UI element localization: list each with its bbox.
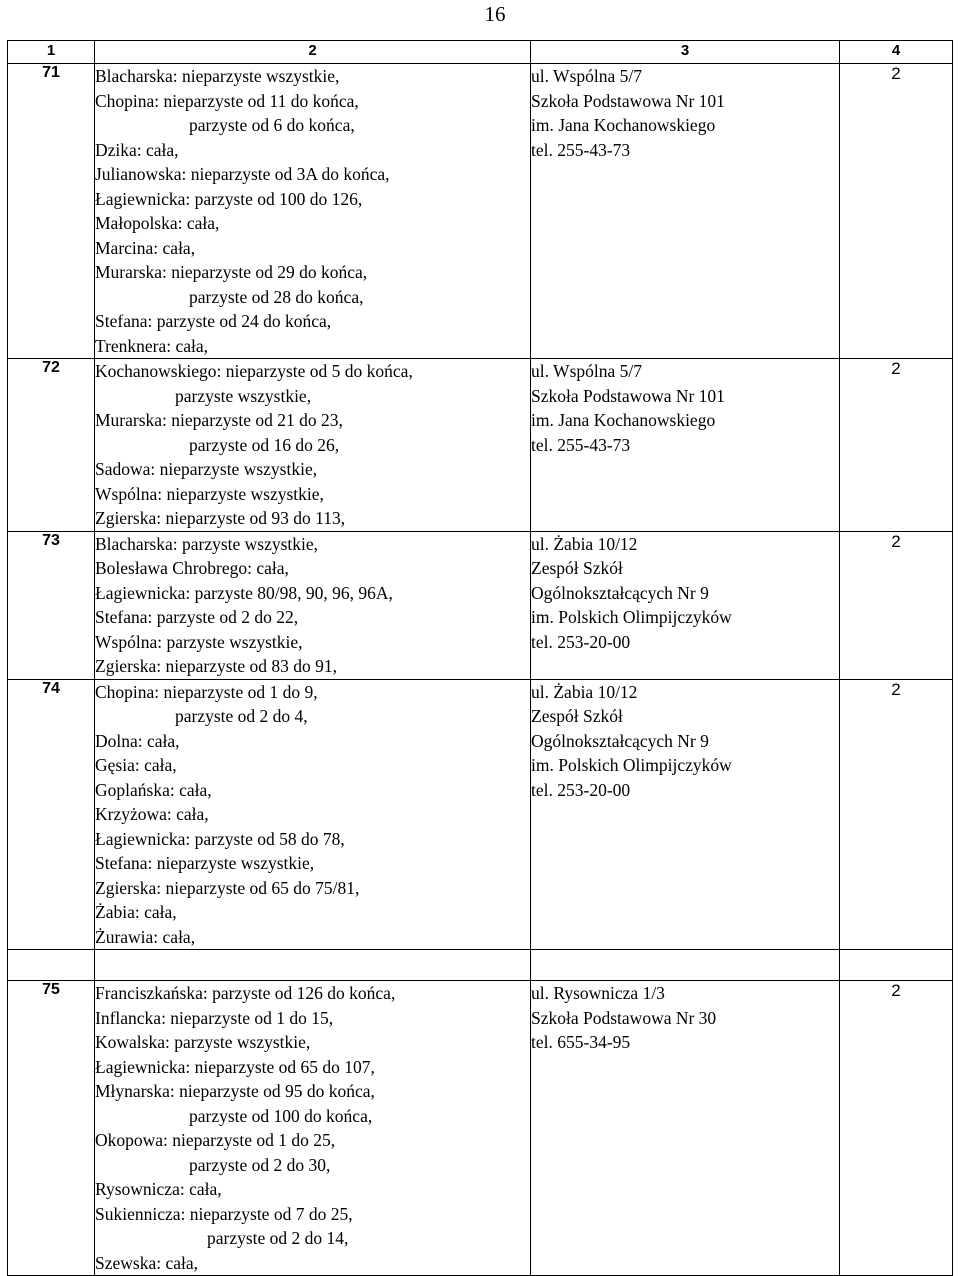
- street-line: parzyste wszystkie,: [175, 385, 312, 406]
- street-line: Chopina: nieparzyste od 11 do końca,: [95, 90, 359, 111]
- empty-cell: [8, 950, 95, 981]
- street-line: Żurawia: cała,: [95, 926, 196, 947]
- table-row: [8, 531, 953, 679]
- street-line: Małopolska: cała,: [95, 213, 220, 233]
- street-line: Goplańska: cała,: [95, 779, 212, 800]
- empty-cell: [531, 950, 840, 981]
- count-cell: 2: [840, 981, 953, 1276]
- street-line: Wspólna: nieparzyste wszystkie,: [95, 483, 324, 504]
- street-line: Stefana: parzyste od 24 do końca,: [95, 311, 332, 331]
- school-line: im. Polskich Olimpijczyków: [531, 755, 732, 775]
- street-line: Wspólna: parzyste wszystkie,: [95, 631, 303, 652]
- school-line: im. Jana Kochanowskiego: [531, 410, 716, 430]
- street-line: Murarska: nieparzyste od 21 do 23,: [95, 410, 343, 430]
- street-line: Sukiennicza: nieparzyste od 7 do 25,: [95, 1203, 353, 1224]
- street-line: Rysownicza: cała,: [95, 1179, 222, 1199]
- school-line: tel. 255-43-73: [531, 434, 631, 455]
- school-line: im. Polskich Olimpijczyków: [531, 607, 732, 627]
- spacer-row: [8, 950, 953, 981]
- street-line: Dolna: cała,: [95, 730, 180, 751]
- street-line: Młynarska: nieparzyste od 95 do końca,: [95, 1081, 375, 1101]
- street-line: Bolesława Chrobrego: cała,: [95, 558, 289, 578]
- school-line: tel. 253-20-00: [531, 631, 631, 652]
- school-info: [531, 64, 840, 359]
- count-cell: 2: [840, 64, 953, 359]
- street-line: Sadowa: nieparzyste wszystkie,: [95, 459, 318, 479]
- page-number: 16: [484, 2, 506, 26]
- street-line: Krzyżowa: cała,: [95, 804, 209, 824]
- street-line: Franciszkańska: parzyste od 126 do końca,: [95, 983, 396, 1003]
- school-line: ul. Wspólna 5/7: [531, 66, 642, 86]
- street-line: parzyste od 6 do końca,: [189, 115, 355, 135]
- school-line: tel. 655-34-95: [531, 1032, 631, 1052]
- street-line: Trenknera: cała,: [95, 335, 209, 356]
- table-row: [8, 981, 953, 1276]
- header-row: [8, 41, 953, 64]
- street-line: Julianowska: nieparzyste od 3A do końca,: [95, 164, 390, 184]
- district-number: 71: [8, 64, 95, 359]
- school-info: [531, 679, 840, 950]
- street-line: Gęsia: cała,: [95, 755, 177, 775]
- street-line: Stefana: nieparzyste wszystkie,: [95, 853, 315, 873]
- count-cell: 2: [840, 359, 953, 532]
- street-line: parzyste od 2 do 14,: [207, 1228, 349, 1248]
- street-line: Łagiewnicka: parzyste od 100 do 126,: [95, 188, 363, 209]
- count-cell: 2: [840, 679, 953, 950]
- street-line: Inflancka: nieparzyste od 1 do 15,: [95, 1007, 334, 1028]
- street-line: Żabia: cała,: [95, 902, 177, 922]
- count-cell: 2: [840, 531, 953, 679]
- district-table: [7, 40, 953, 1276]
- school-line: Szkoła Podstawowa Nr 30: [531, 1007, 717, 1028]
- street-line: Kowalska: parzyste wszystkie,: [95, 1032, 311, 1052]
- street-line: parzyste od 16 do 26,: [189, 434, 340, 455]
- school-line: Zespół Szkół: [531, 558, 623, 578]
- street-line: Okopowa: nieparzyste od 1 do 25,: [95, 1130, 336, 1150]
- district-number: 72: [8, 359, 95, 532]
- school-line: im. Jana Kochanowskiego: [531, 115, 716, 135]
- street-list: [95, 531, 531, 679]
- empty-cell: [840, 950, 953, 981]
- table-row: [8, 64, 953, 359]
- school-info: [531, 981, 840, 1276]
- district-number: 75: [8, 981, 95, 1276]
- street-line: Zgierska: nieparzyste od 65 do 75/81,: [95, 877, 360, 898]
- street-line: Marcina: cała,: [95, 237, 196, 258]
- school-line: Zespół Szkół: [531, 706, 623, 726]
- street-line: parzyste od 28 do końca,: [189, 286, 364, 307]
- street-list: [95, 981, 531, 1276]
- empty-cell: [95, 950, 531, 981]
- school-line: Szkoła Podstawowa Nr 101: [531, 385, 725, 406]
- street-line: Szewska: cała,: [95, 1252, 199, 1273]
- school-line: Ogólnokształcących Nr 9: [531, 582, 709, 603]
- school-info: [531, 531, 840, 679]
- street-list: [95, 359, 531, 532]
- street-line: parzyste od 2 do 4,: [175, 706, 308, 726]
- street-line: Kochanowskiego: nieparzyste od 5 do końca,: [95, 361, 413, 381]
- street-list: [95, 679, 531, 950]
- school-line: tel. 253-20-00: [531, 779, 631, 800]
- school-line: Szkoła Podstawowa Nr 101: [531, 90, 725, 111]
- column-header: 1: [8, 41, 95, 64]
- street-line: Zgierska: nieparzyste od 93 do 113,: [95, 508, 346, 528]
- street-line: Łagiewnicka: parzyste od 58 do 78,: [95, 828, 345, 849]
- street-line: Łagiewnicka: nieparzyste od 65 do 107,: [95, 1056, 375, 1077]
- school-line: ul. Rysownicza 1/3: [531, 983, 665, 1003]
- street-line: Blacharska: nieparzyste wszystkie,: [95, 66, 340, 86]
- street-line: Chopina: nieparzyste od 1 do 9,: [95, 681, 318, 702]
- street-line: Stefana: parzyste od 2 do 22,: [95, 607, 299, 627]
- school-line: ul. Wspólna 5/7: [531, 361, 642, 381]
- district-number: 73: [8, 531, 95, 679]
- street-line: Murarska: nieparzyste od 29 do końca,: [95, 262, 368, 282]
- street-line: parzyste od 2 do 30,: [189, 1154, 331, 1175]
- school-line: Ogólnokształcących Nr 9: [531, 730, 709, 751]
- street-line: Blacharska: parzyste wszystkie,: [95, 533, 319, 554]
- column-header: 2: [95, 41, 531, 64]
- street-line: Zgierska: nieparzyste od 83 do 91,: [95, 656, 338, 676]
- street-line: Łagiewnicka: parzyste 80/98, 90, 96, 96A,: [95, 582, 393, 603]
- street-line: parzyste od 100 do końca,: [189, 1105, 373, 1126]
- column-header: 3: [531, 41, 840, 64]
- street-line: Dzika: cała,: [95, 139, 179, 160]
- table-row: [8, 359, 953, 532]
- school-line: ul. Żabia 10/12: [531, 533, 638, 554]
- column-header: 4: [840, 41, 953, 64]
- school-line: ul. Żabia 10/12: [531, 681, 638, 702]
- table-row: [8, 679, 953, 950]
- school-line: tel. 255-43-73: [531, 139, 631, 160]
- street-list: [95, 64, 531, 359]
- district-number: 74: [8, 679, 95, 950]
- school-info: [531, 359, 840, 532]
